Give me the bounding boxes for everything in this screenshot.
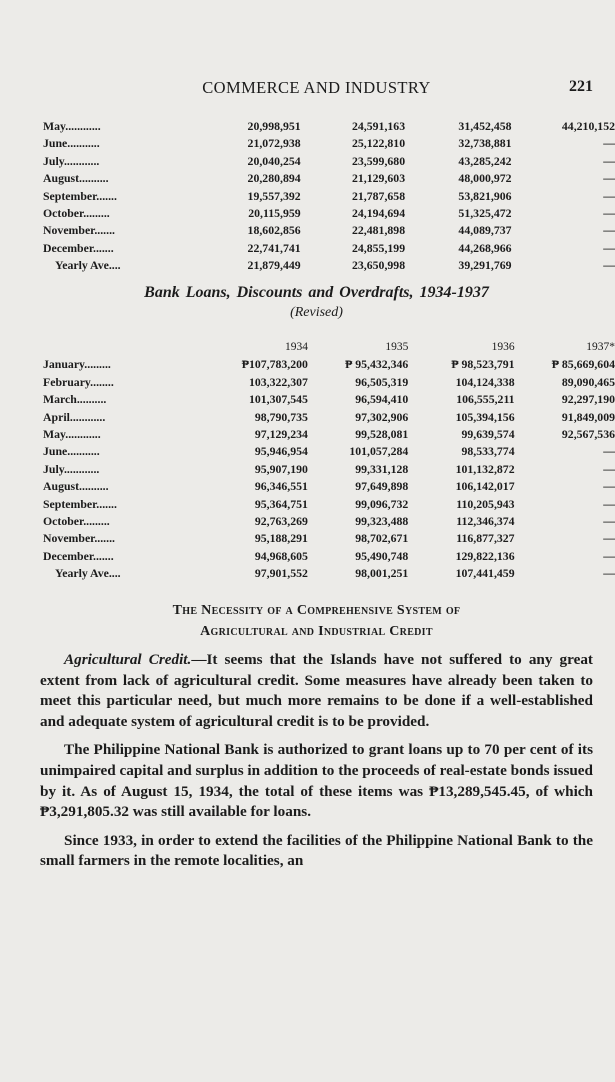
table-cell: — — [603, 188, 615, 203]
table-row — [43, 222, 615, 239]
table-cell: — — [603, 444, 615, 459]
year-header-row — [43, 339, 615, 356]
table-cell: — — [603, 258, 615, 273]
table-cell: 96,346,551 — [254, 479, 308, 494]
table-cell: 110,205,943 — [456, 496, 515, 511]
table-cell: ₱ 98,523,791 — [451, 357, 515, 372]
month-label: June........... — [43, 444, 100, 459]
month-label: Yearly Ave.... — [55, 566, 121, 581]
table-row — [43, 170, 615, 187]
table-cell: 129,822,136 — [455, 548, 515, 563]
table-cell: 89,090,465 — [561, 374, 615, 389]
month-label: February........ — [43, 374, 114, 389]
page-number: 221 — [569, 78, 593, 95]
table-cell: 24,855,199 — [352, 240, 406, 255]
table-cell: 99,639,574 — [461, 427, 515, 442]
table-cell: ₱107,783,200 — [241, 357, 308, 372]
table-cell: 91,849,009 — [561, 409, 615, 424]
table-cell: — — [603, 171, 615, 186]
table-title: Bank Loans, Discounts and Overdrafts, 1934-1937 — [144, 284, 489, 301]
table-cell: — — [603, 514, 615, 529]
table-cell: 24,194,694 — [352, 206, 406, 221]
table-cell: — — [603, 206, 615, 221]
table-cell: 92,567,536 — [561, 427, 615, 442]
table-cell: 99,096,732 — [355, 496, 409, 511]
table-row — [43, 374, 615, 391]
table-cell: — — [603, 223, 615, 238]
month-label: July............ — [43, 461, 100, 476]
table-cell: 43,285,242 — [458, 153, 512, 168]
table-cell: 31,452,458 — [458, 119, 512, 133]
table-cell: 101,307,545 — [248, 392, 308, 407]
table-cell: 24,591,163 — [352, 119, 406, 133]
table-subtitle: (Revised) — [290, 305, 343, 320]
table-row — [43, 205, 615, 222]
deposits-table-continued — [43, 118, 615, 275]
table-cell: 94,968,605 — [254, 548, 308, 563]
table-cell: 32,738,881 — [458, 136, 512, 151]
table-cell: 20,280,894 — [247, 171, 301, 186]
table-cell: 25,122,810 — [352, 136, 406, 151]
table-cell: — — [603, 479, 615, 494]
table-cell: 96,505,319 — [355, 374, 409, 389]
table-cell: — — [603, 153, 615, 168]
table-cell: — — [603, 461, 615, 476]
table-cell: — — [603, 240, 615, 255]
month-label: October......... — [43, 514, 110, 529]
table-cell: 51,325,472 — [458, 206, 512, 221]
month-label: August.......... — [43, 171, 109, 186]
table-cell: 98,001,251 — [355, 566, 409, 581]
month-label: November....... — [43, 223, 115, 238]
table-cell: 106,555,211 — [456, 392, 515, 407]
table-cell: 95,490,748 — [355, 548, 409, 563]
paragraph-text: —It seems that the Islands have not suffered to any great extent from lack of agricultural credit. Some measures have already been taken to meet this particular need, but much more remains to be done if a well-established and adequate system of agricultural credit is to be provided. — [40, 651, 593, 730]
table-cell: 105,394,156 — [455, 409, 515, 424]
table-cell: 103,322,307 — [248, 374, 308, 389]
section-heading-line-1: The Necessity of a Comprehensive System of — [172, 603, 461, 618]
table-cell: 95,946,954 — [254, 444, 308, 459]
table-cell: 101,132,872 — [455, 461, 515, 476]
table-row — [43, 461, 615, 478]
month-label: May............ — [43, 119, 101, 133]
table-cell: 20,115,959 — [248, 206, 301, 221]
table-cell: 116,877,327 — [456, 531, 515, 546]
table-cell: 22,481,898 — [352, 223, 406, 238]
table-cell: 104,124,338 — [455, 374, 515, 389]
table-cell: 39,291,769 — [458, 258, 512, 273]
month-label: September....... — [43, 188, 117, 203]
table-cell: 23,650,998 — [352, 258, 406, 273]
month-label: August.......... — [43, 479, 109, 494]
paragraph-lead: Agricultural Credit. — [64, 651, 192, 668]
table-row — [43, 513, 615, 530]
month-label: April............ — [43, 409, 106, 424]
column-header: 1935 — [385, 341, 409, 353]
table-row — [43, 391, 615, 408]
paragraph-pnb-loans: The Philippine National Bank is authorized to grant loans up to 70 per cent of its unimpaired capital and surplus in addition to the proceeds of real-estate bonds issued by it. As of August 15, 1934, the total of these items was ₱13,289,545.45, of which ₱3,291,805.32 was still available for loans. — [40, 741, 593, 821]
table-row — [43, 443, 615, 460]
table-cell: — — [603, 548, 615, 563]
month-label: July............ — [43, 153, 100, 168]
column-header: 1934 — [284, 341, 308, 353]
table-cell: ₱ 95,432,346 — [345, 357, 409, 372]
table-cell: 21,072,938 — [247, 136, 301, 151]
table-row — [43, 118, 615, 135]
table-cell: 99,528,081 — [355, 427, 409, 442]
table-cell: — — [603, 531, 615, 546]
table-cell: 23,599,680 — [352, 153, 406, 168]
table-row — [43, 409, 615, 426]
table-cell: 97,901,552 — [254, 566, 308, 581]
table-cell: 44,268,966 — [458, 240, 512, 255]
table-cell: 21,879,449 — [247, 258, 301, 273]
table-cell: 18,602,856 — [247, 223, 301, 238]
running-header — [40, 78, 593, 96]
table-cell: ₱ 85,669,604 — [551, 357, 615, 372]
month-label: October......... — [43, 206, 110, 221]
table-cell: 97,129,234 — [254, 427, 308, 442]
table-cell: 97,649,898 — [355, 479, 409, 494]
table-cell: 20,040,254 — [247, 153, 301, 168]
month-label: March.......... — [43, 392, 107, 407]
table-cell: 92,763,269 — [254, 514, 308, 529]
table-row — [43, 240, 615, 257]
month-label: May............ — [43, 427, 101, 442]
table-cell: 92,297,190 — [561, 392, 615, 407]
bank-loans-table — [43, 339, 615, 583]
table-row — [43, 478, 615, 495]
table-cell: 99,331,128 — [355, 461, 409, 476]
paragraph-since-1933: Since 1933, in order to extend the facilities of the Philippine National Bank to the small farmers in the remote localities, an — [40, 831, 593, 870]
table-row — [43, 530, 615, 547]
month-label: November....... — [43, 531, 115, 546]
table-cell: 19,557,392 — [247, 188, 301, 203]
table-cell: — — [603, 496, 615, 511]
body-text — [40, 650, 593, 880]
month-label: January......... — [43, 357, 111, 372]
table-row — [43, 153, 615, 170]
table-cell: 20,998,951 — [247, 119, 301, 133]
table-cell: 97,302,906 — [355, 409, 409, 424]
table-cell: 22,741,741 — [247, 240, 301, 255]
table-cell: 98,702,671 — [355, 531, 409, 546]
table-cell: 44,089,737 — [458, 223, 512, 238]
table-cell: 95,188,291 — [254, 531, 308, 546]
month-label: December....... — [43, 548, 114, 563]
table-row — [43, 188, 615, 205]
table-cell: 101,057,284 — [349, 444, 409, 459]
table-cell: 44,210,152 — [561, 119, 615, 133]
table-cell: — — [603, 136, 615, 151]
table-row — [43, 565, 615, 582]
table-cell: 95,364,751 — [254, 496, 308, 511]
table-row — [43, 426, 615, 443]
table-cell: — — [603, 566, 615, 581]
month-label: Yearly Ave.... — [55, 258, 121, 273]
table-cell: 107,441,459 — [455, 566, 515, 581]
column-header: 1937* — [586, 341, 615, 353]
table-cell: 112,346,374 — [456, 514, 515, 529]
table-cell: 53,821,906 — [458, 188, 512, 203]
table-cell: 21,129,603 — [352, 171, 406, 186]
table-cell: 106,142,017 — [455, 479, 515, 494]
table-cell: 99,323,488 — [355, 514, 409, 529]
table-cell: 21,787,658 — [352, 188, 406, 203]
table-row — [43, 135, 615, 152]
table-cell: 95,907,190 — [254, 461, 308, 476]
month-label: June........... — [43, 136, 100, 151]
table-cell: 98,790,735 — [254, 409, 308, 424]
table-cell: 98,533,774 — [461, 444, 515, 459]
table-row — [43, 496, 615, 513]
table-row — [43, 356, 615, 373]
month-label: December....... — [43, 240, 114, 255]
paragraph-agricultural-credit — [40, 650, 593, 732]
table-row — [43, 548, 615, 565]
table-cell: 96,594,410 — [355, 392, 409, 407]
table-cell: 48,000,972 — [458, 171, 512, 186]
running-title: COMMERCE AND INDUSTRY — [202, 78, 431, 97]
section-heading-line-2: Agricultural and Industrial Credit — [200, 624, 433, 639]
table-row — [43, 257, 615, 274]
column-header: 1936 — [491, 341, 515, 353]
month-label: September....... — [43, 496, 117, 511]
